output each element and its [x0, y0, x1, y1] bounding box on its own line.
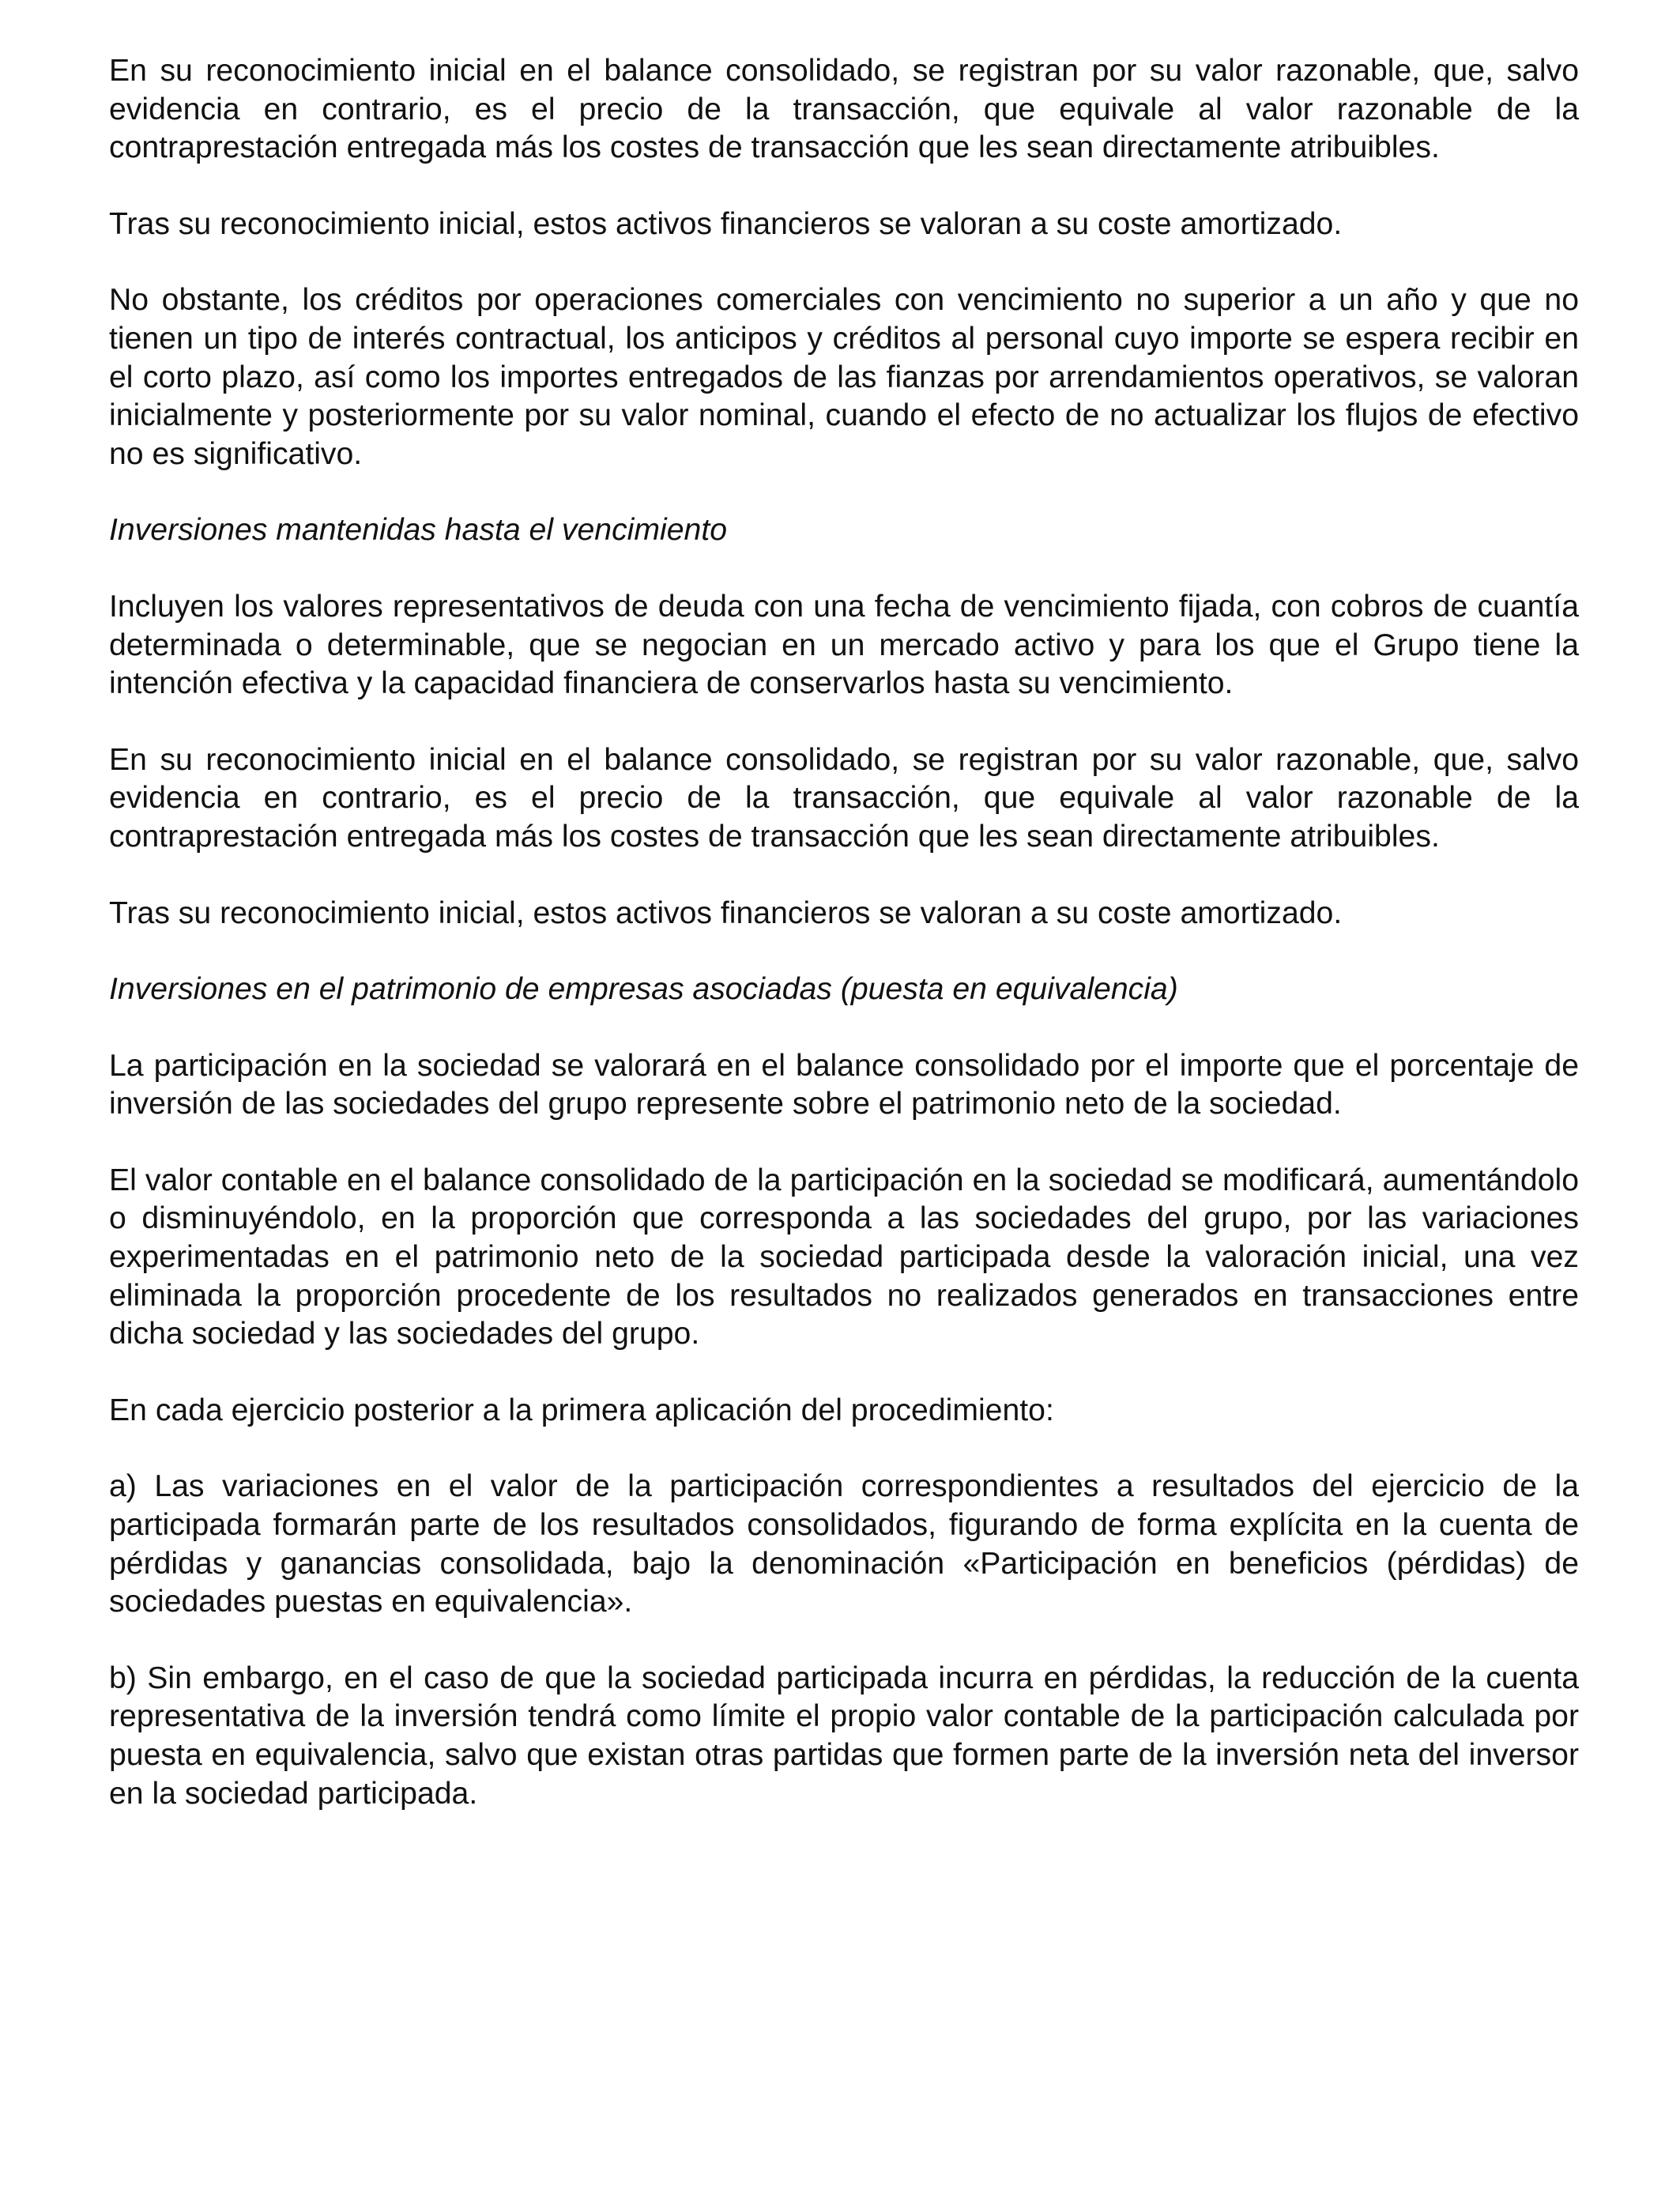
- paragraph-nominal-value: No obstante, los créditos por operaciones comerciales con vencimiento no superior a un año y que no tienen un tipo de interés contractual, los anticipos y créditos al personal cuyo importe se espera recibir en el corto plazo, así como los importes entregados de las fianzas por arrendamientos operativos, se valoran inicialmente y posteriormente por su valor nominal, cuando el efecto de no actualizar los flujos de efectivo no es significativo.: [109, 283, 1579, 471]
- paragraph-held-to-maturity-definition: Incluyen los valores representativos de deuda con una fecha de vencimiento fijada, con cobros de cuantía determinada o determinable, que se negocian en un mercado activo y para los que el Grupo tiene la intención efectiva y la capacidad financiera de conservarlos hasta su vencimiento.: [109, 589, 1579, 701]
- paragraph-item-b: b) Sin embargo, en el caso de que la sociedad participada incurra en pérdidas, la reducción de la cuenta representativa de la inversión tendrá como límite el propio valor contable de la participación calculada por puesta en equivalencia, salvo que existan otras partidas que formen parte de la inversión neta del inversor en la sociedad participada.: [109, 1661, 1579, 1811]
- paragraph-amortized-cost-repeat: Tras su reconocimiento inicial, estos activos financieros se valoran a su coste amortizado.: [109, 895, 1343, 930]
- section-heading-held-to-maturity: Inversiones mantenidas hasta el vencimiento: [109, 513, 728, 548]
- paragraph-participation-valuation: La participación en la sociedad se valorará en el balance consolidado por el importe que el porcentaje de inversión de las sociedades del grupo represente sobre el patrimonio neto de la sociedad.: [109, 1048, 1579, 1122]
- paragraph-initial-recognition-repeat: En su reconocimiento inicial en el balance consolidado, se registran por su valor razonable, que, salvo evidencia en contrario, es el precio de la transacción, que equivale al valor razonable de la contraprestación entregada más los costes de transacción que les sean directamente atribuibles.: [109, 742, 1579, 854]
- paragraph-carrying-value-changes: El valor contable en el balance consolidado de la participación en la sociedad se modificará, aumentándolo o disminuyéndolo, en la proporción que corresponda a las sociedades del grupo, por las variaciones experimentadas en el patrimonio neto de la sociedad participada desde la valoración inicial, una vez eliminada la proporción procedente de los resultados no realizados generados en transacciones entre dicha sociedad y las sociedades del grupo.: [109, 1163, 1579, 1351]
- paragraph-amortized-cost: Tras su reconocimiento inicial, estos activos financieros se valoran a su coste amortizado.: [109, 206, 1343, 241]
- section-heading-equity-method: Inversiones en el patrimonio de empresas asociadas (puesta en equivalencia): [109, 972, 1178, 1007]
- paragraph-subsequent-periods: En cada ejercicio posterior a la primera aplicación del procedimiento:: [109, 1393, 1054, 1427]
- document-page: [109, 52, 1579, 1851]
- paragraph-item-a: a) Las variaciones en el valor de la participación correspondientes a resultados del ejercicio de la participada formarán parte de los resultados consolidados, figurando de forma explícita en la cuenta de pérdidas y ganancias consolidada, bajo la denominación «Participación en beneficios (pérdidas) de sociedades puestas en equivalencia».: [109, 1469, 1579, 1619]
- paragraph-initial-recognition: En su reconocimiento inicial en el balance consolidado, se registran por su valor razonable, que, salvo evidencia en contrario, es el precio de la transacción, que equivale al valor razonable de la contraprestación entregada más los costes de transacción que les sean directamente atribuibles.: [109, 54, 1579, 165]
